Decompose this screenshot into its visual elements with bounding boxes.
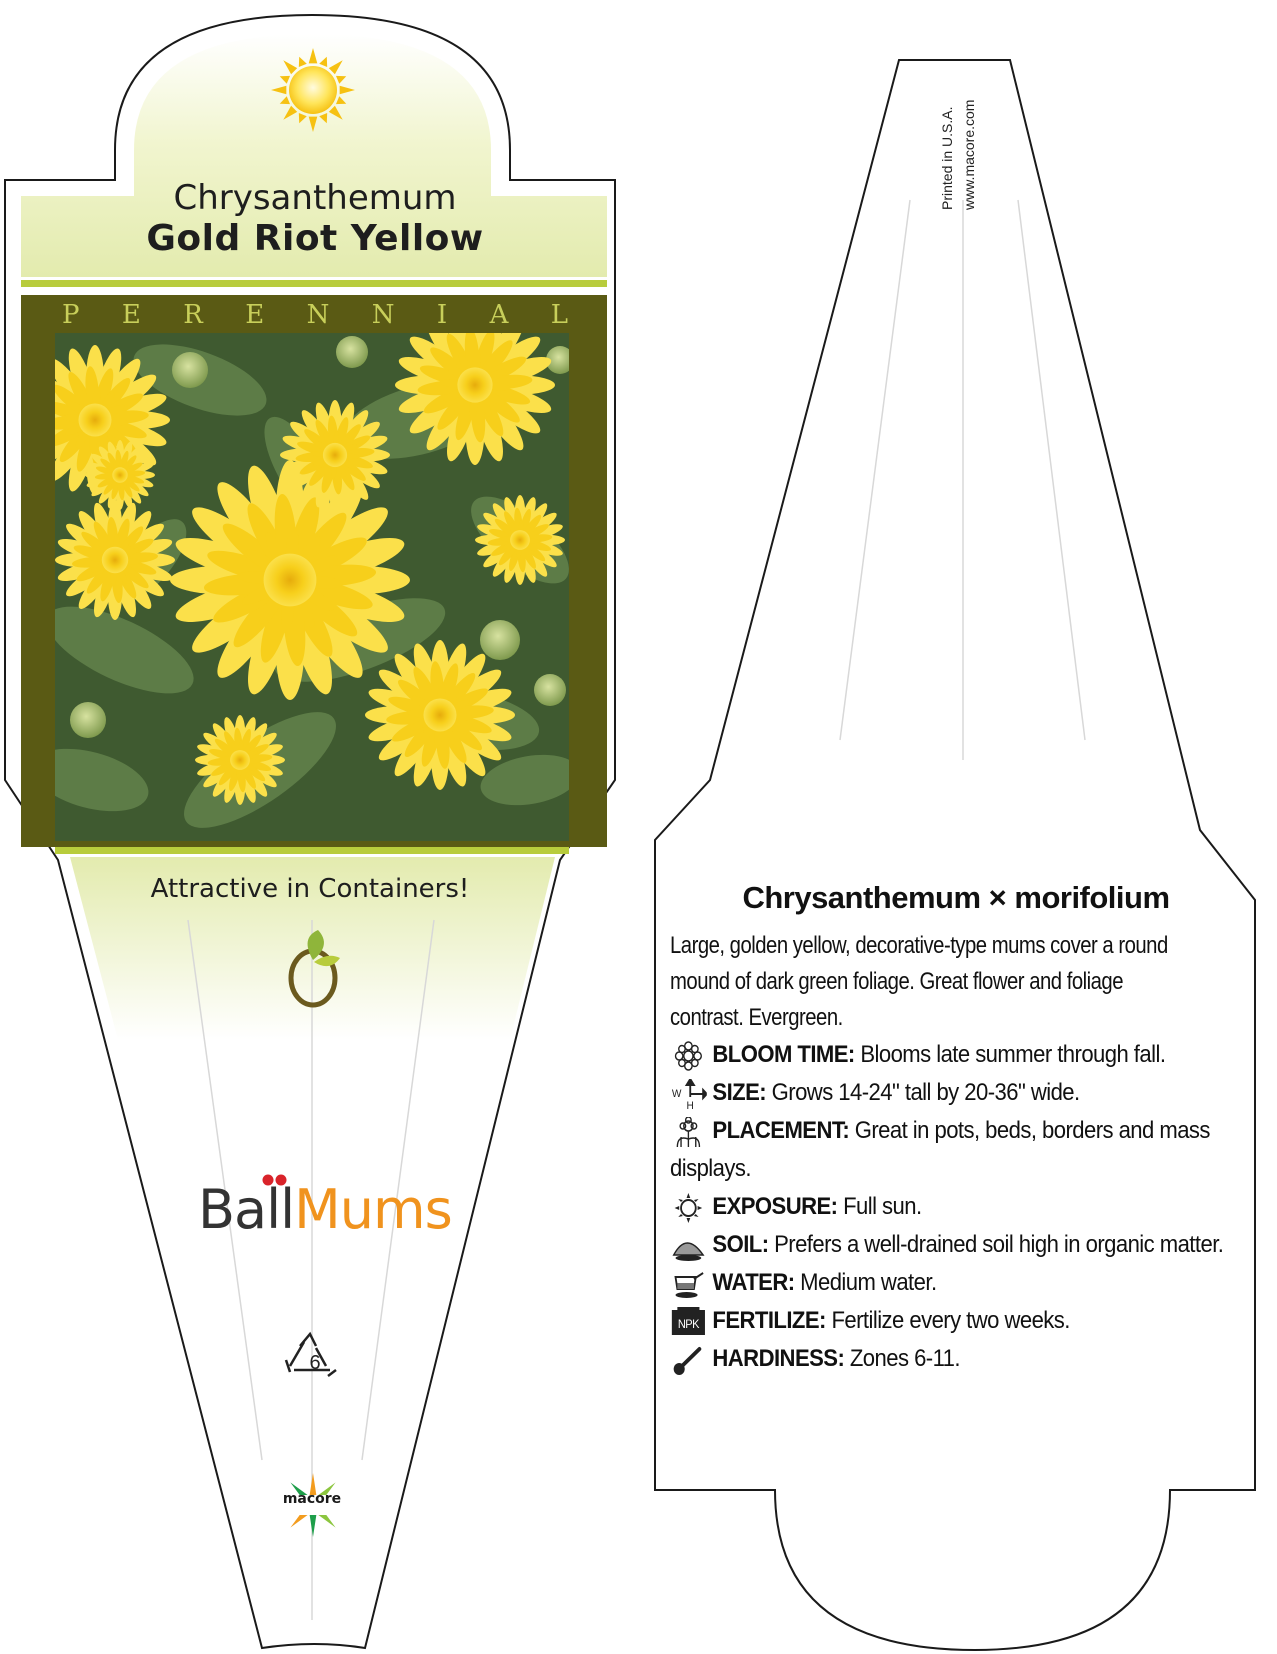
care-text: Zones 6-11.	[849, 1345, 961, 1372]
website: www.macore.com	[961, 99, 977, 210]
size-w: W	[671, 1087, 681, 1100]
sun-icon	[670, 1193, 707, 1223]
category-letter: I	[436, 300, 448, 330]
category-letter: A	[489, 300, 509, 330]
category-letter: N	[306, 300, 330, 330]
care-label: SIZE:	[712, 1079, 767, 1106]
botanical-name: Chrysanthemum × morifolium	[742, 880, 1170, 915]
care-row-exposure	[670, 1188, 1227, 1226]
sun-icon	[271, 48, 355, 132]
bud	[336, 336, 368, 368]
printed-in: Printed in U.S.A.	[939, 106, 955, 210]
bud	[480, 620, 520, 660]
care-row-hardiness	[670, 1340, 1227, 1378]
category-letter: E	[245, 300, 265, 330]
flower-icon	[670, 1041, 707, 1071]
brand-part-mums: Mums	[294, 1178, 452, 1241]
care-text: Great in pots, beds, borders and mass displays.	[670, 1117, 1210, 1182]
care-text: Blooms late summer through fall.	[860, 1041, 1166, 1068]
common-name: Chrysanthemum	[173, 178, 457, 218]
care-text: Medium water.	[800, 1269, 937, 1296]
description: Large, golden yellow, decorative-type mums cover a round mound of dark green foliage. Great flower and foliage contrast. Evergreen.	[670, 932, 1168, 1031]
care-label: EXPOSURE:	[712, 1193, 838, 1220]
care-label: FERTILIZE:	[712, 1307, 826, 1334]
npk-icon	[670, 1307, 707, 1337]
brand-part-ball: Ball	[198, 1178, 295, 1241]
watering-can-icon	[670, 1269, 707, 1299]
care-label: PLACEMENT:	[712, 1117, 850, 1144]
category-letter: N	[371, 300, 395, 330]
care-list	[670, 1036, 1227, 1378]
back-content	[670, 880, 1236, 1378]
bud	[70, 702, 106, 738]
size-h: H	[686, 1099, 694, 1109]
category-label	[22, 300, 608, 330]
care-row-bloom	[670, 1036, 1227, 1074]
print-info	[939, 55, 999, 215]
variety-name: Gold Riot Yellow	[146, 218, 484, 259]
maker-logo-text: macore	[282, 1491, 342, 1507]
bud	[172, 352, 208, 388]
bud	[534, 674, 566, 706]
front-tag	[5, 15, 615, 1648]
care-row-fertilize	[670, 1302, 1227, 1340]
care-row-water	[670, 1264, 1227, 1302]
thermometer-icon	[670, 1345, 707, 1375]
back-tag	[655, 60, 1255, 1650]
care-row-placement	[670, 1112, 1227, 1188]
recycle-number: 6	[309, 1352, 321, 1374]
care-text: Fertilize every two weeks.	[831, 1307, 1070, 1334]
soil-icon	[670, 1231, 707, 1261]
back-tag-outline	[655, 60, 1255, 1650]
category-letter: P	[62, 300, 80, 330]
npk-text: NPK	[677, 1318, 699, 1331]
care-text: Prefers a well-drained soil high in organic matter.	[774, 1231, 1224, 1258]
care-text: Grows 14-24" tall by 20-36" wide.	[771, 1079, 1080, 1106]
tagline: Attractive in Containers!	[150, 874, 470, 904]
flower-photo	[20, 305, 583, 848]
header-rule	[21, 280, 607, 287]
care-label: HARDINESS:	[712, 1345, 845, 1372]
care-text: Full sun.	[843, 1193, 922, 1220]
photo-rule	[55, 847, 569, 854]
care-row-soil	[670, 1226, 1227, 1264]
care-label: BLOOM TIME:	[712, 1041, 855, 1068]
category-letter: E	[121, 300, 141, 330]
care-row-size	[670, 1074, 1227, 1112]
care-label: WATER:	[712, 1269, 795, 1296]
placement-icon	[670, 1117, 707, 1147]
brand-logo	[198, 1178, 452, 1241]
size-icon	[670, 1079, 707, 1109]
care-label: SOIL:	[712, 1231, 769, 1258]
category-letter: R	[183, 300, 203, 330]
category-letter: L	[550, 300, 568, 330]
